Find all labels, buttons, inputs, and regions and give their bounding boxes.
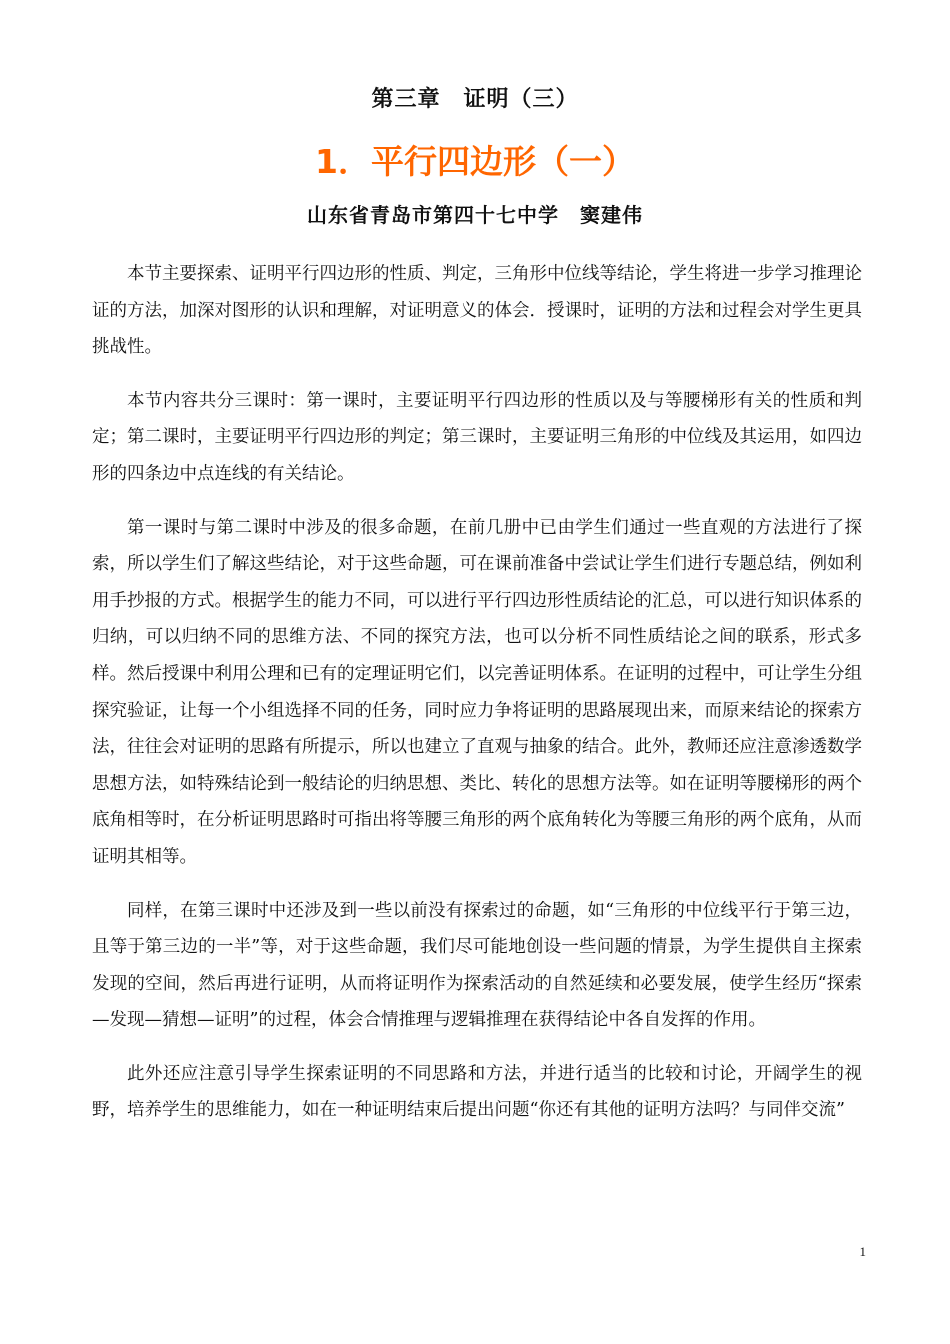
chapter-title: 第三章 证明（三） <box>371 87 579 112</box>
page-number: 1 <box>859 1244 866 1259</box>
paragraph-2: 本节内容共分三课时：第一课时，主要证明平行四边形的性质以及与等腰梯形有关的性质和判定；第二课时，主要证明平行四边形的判定；第三课时，主要证明三角形的中位线及其运用，如四边形的四条边中点连线的有关结论。 <box>92 390 862 484</box>
paragraph-3: 第一课时与第二课时中涉及的很多命题，在前几册中已由学生们通过一些直观的方法进行了探索，所以学生们了解这些结论，对于这些命题，可在课前准备中尝试让学生们进行专题总结，例如利用手抄报的方式。根据学生的能力不同，可以进行平行四边形性质结论的汇总，可以进行知识体系的归纳，可以归纳不同的思维方法、不同的探究方法，也可以分析不同性质结论之间的联系，形式多样。然后授课中利用公理和已有的定理证明它们，以完善证明体系。在证明的过程中，可让学生分组探究验证，让每一个小组选择不同的任务，同时应力争将证明的思路展现出来，而原来结论的探索方法，往往会对证明的思路有所提示，所以也建立了直观与抽象的结合。此外，教师还应注意渗透数学思想方法，如特殊结论到一般结论的归纳思想、类比、转化的思想方法等。如在证明等腰梯形的两个底角相等时，在分析证明思路时可指出将等腰三角形的两个底角转化为等腰三角形的两个底角，从而证明其相等。 <box>92 517 862 867</box>
author-line: 山东省青岛市第四十七中学 窦建伟 <box>307 203 643 227</box>
document-body <box>92 256 862 1146</box>
paragraph-1: 本节主要探索、证明平行四边形的性质、判定，三角形中位线等结论，学生将进一步学习推理论证的方法，加深对图形的认识和理解，对证明意义的体会．授课时，证明的方法和过程会对学生更具挑战性。 <box>92 264 862 358</box>
paragraph-4: 同样，在第三课时中还涉及到一些以前没有探索过的命题，如“三角形的中位线平行于第三边，且等于第三边的一半”等，对于这些命题，我们尽可能地创设一些问题的情景，为学生提供自主探索发现的空间，然后再进行证明，从而将证明作为探索活动的自然延续和必要发展，使学生经历“探索—发现—猜想—证明”的过程，体会合情推理与逻辑推理在获得结论中各自发挥的作用。 <box>92 900 862 1031</box>
section-title: 1．平行四边形（一） <box>315 142 635 181</box>
paragraph-5: 此外还应注意引导学生探索证明的不同思路和方法，并进行适当的比较和讨论，开阔学生的视野，培养学生的思维能力，如在一种证明结束后提出问题“你还有其他的证明方法吗？与同伴交流” <box>92 1063 862 1121</box>
